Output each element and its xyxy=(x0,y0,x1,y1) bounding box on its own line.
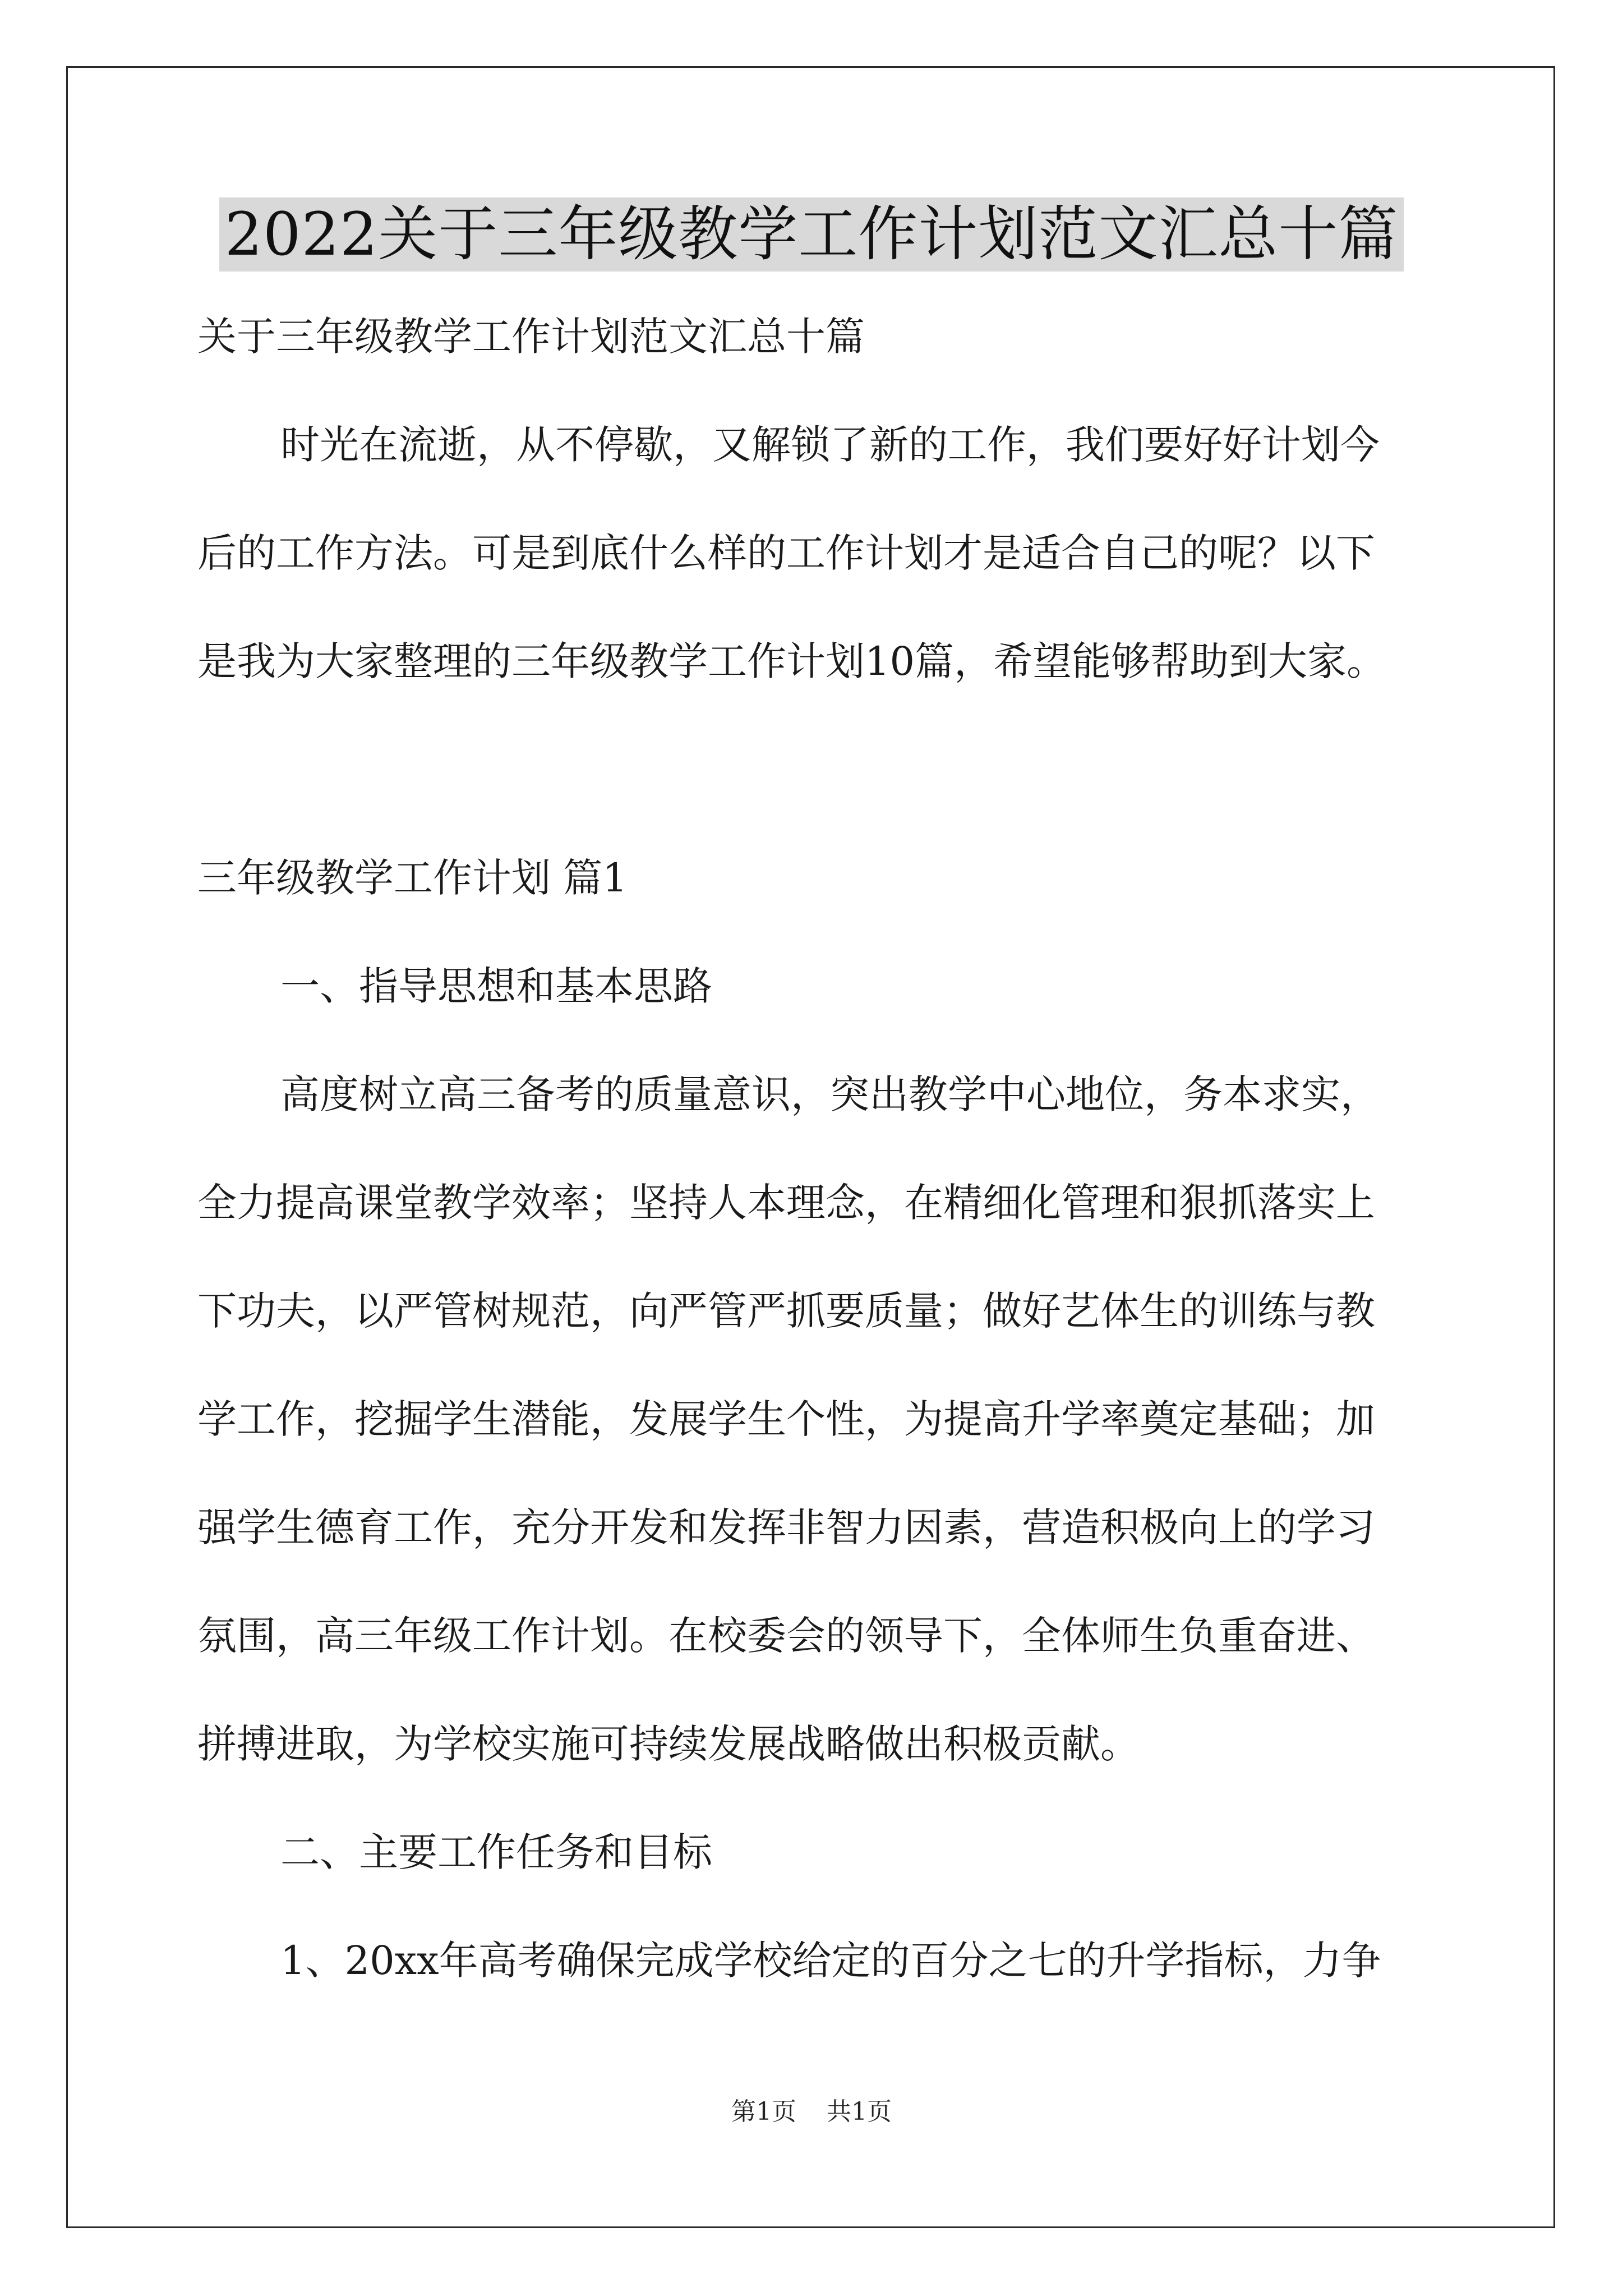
page-border xyxy=(66,66,1555,2228)
paragraph-line: 下功夫，以严管树规范，向严管严抓要质量；做好艺体生的训练与教 xyxy=(197,1288,1375,1334)
paragraph-line: 拼搏进取，为学校实施可持续发展战略做出积极贡献。 xyxy=(197,1721,1140,1767)
heading-main-tasks: 二、主要工作任务和目标 xyxy=(280,1829,712,1875)
paragraph-line: 学工作，挖掘学生潜能，发展学生个性，为提高升学率奠定基础；加 xyxy=(197,1396,1375,1442)
intro-line: 时光在流逝，从不停歇，又解锁了新的工作，我们要好好计划今 xyxy=(280,422,1380,468)
paragraph-line: 氛围，高三年级工作计划。在校委会的领导下，全体师生负重奋进、 xyxy=(197,1613,1375,1659)
title-wrapper xyxy=(0,197,1623,272)
page-number-total: 共1页 xyxy=(827,2097,892,2126)
page-number-current: 第1页 xyxy=(731,2097,796,2126)
document-title: 2022关于三年级教学工作计划范文汇总十篇 xyxy=(219,197,1404,272)
document-subtitle: 关于三年级教学工作计划范文汇总十篇 xyxy=(197,314,865,360)
paragraph-line: 全力提高课堂教学效率；坚持人本理念，在精细化管理和狠抓落实上 xyxy=(197,1180,1375,1226)
paragraph-line: 强学生德育工作，充分开发和发挥非智力因素，营造积极向上的学习 xyxy=(197,1504,1375,1550)
page-footer xyxy=(0,2097,1623,2127)
paragraph-line: 高度树立高三备考的质量意识，突出教学中心地位，务本求实， xyxy=(280,1071,1380,1117)
intro-line: 是我为大家整理的三年级教学工作计划10篇，希望能够帮助到大家。 xyxy=(197,638,1386,684)
section-title: 三年级教学工作计划 篇1 xyxy=(197,855,628,901)
intro-line: 后的工作方法。可是到底什么样的工作计划才是适合自己的呢？以下 xyxy=(197,530,1375,576)
paragraph-line: 1、20xx年高考确保完成学校给定的百分之七的升学指标，力争 xyxy=(280,1938,1381,1984)
heading-guiding-ideas: 一、指导思想和基本思路 xyxy=(280,963,712,1009)
